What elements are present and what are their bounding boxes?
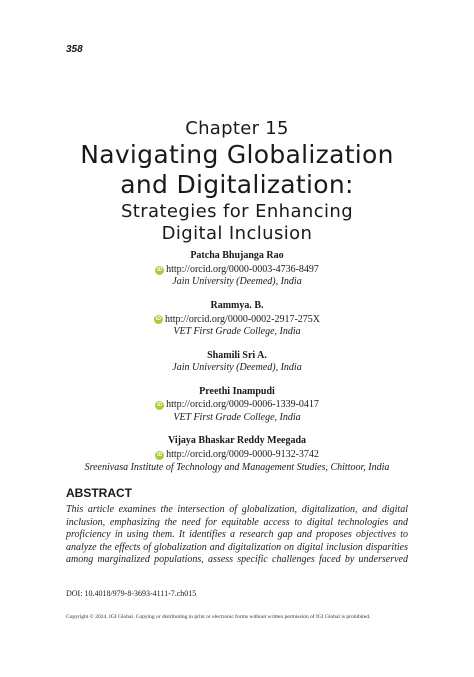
abstract-body (66, 504, 408, 567)
author-5 (0, 435, 474, 474)
author-name: Vijaya Bhaskar Reddy Meegada (167, 435, 307, 447)
author-name: Patcha Bhujanga Rao (190, 250, 284, 261)
author-1 (0, 250, 474, 289)
author-affiliation: VET First Grade College, India (173, 326, 301, 337)
orcid-icon: iD (157, 266, 163, 273)
abstract-line: This article examines the intersection of globalization, digitalization, and digital (66, 504, 408, 515)
chapter-title-line1: Navigating Globalization (80, 140, 394, 169)
orcid-link[interactable]: http://orcid.org/0009-0000-9132-3742 (166, 449, 319, 460)
author-4 (0, 386, 474, 425)
abstract-line: among marginalized populations, assess specific challenges faced by underserved (66, 554, 408, 565)
orcid-link[interactable]: http://orcid.org/0000-0003-4736-8497 (166, 263, 319, 275)
author-2 (0, 300, 474, 339)
orcid-line (155, 399, 319, 412)
author-name: Rammya. B. (210, 299, 264, 311)
author-affiliation: Jain University (Deemed), India (172, 276, 302, 288)
orcid-icon: iD (157, 451, 163, 458)
author-name: Shamili Sri A. (207, 349, 267, 361)
orcid-link[interactable]: http://orcid.org/0000-0002-2917-275X (164, 313, 321, 325)
author-affiliation: Jain University (Deemed), India (172, 362, 302, 373)
chapter-subtitle-line1: Strategies for Enhancing (120, 201, 354, 222)
orcid-icon: iD (157, 402, 163, 408)
orcid-icon: iD (155, 316, 161, 323)
author-affiliation: Sreenivasa Institute of Technology and Management Studies, Chittoor, India (84, 461, 390, 473)
author-name: Preethi Inampudi (199, 385, 275, 397)
chapter-subtitle-line2: Digital Inclusion (161, 223, 313, 244)
orcid-link[interactable]: http://orcid.org/0009-0006-1339-0417 (166, 399, 319, 411)
chapter-heading (0, 118, 474, 244)
abstract-line: analyze the effects of globalization and digitalization on digital inclusion disparities (66, 541, 408, 553)
orcid-line (155, 264, 319, 277)
chapter-label: Chapter 15 (185, 118, 289, 139)
abstract-heading: ABSTRACT (66, 486, 132, 500)
abstract-line: inclusion, emphasizing the need for equitable access to digital technologies and (66, 516, 408, 528)
abstract-line: proficiency in using them. It identifies a research gap and proposes objectives to (66, 529, 408, 540)
doi: DOI: 10.4018/979-8-3693-4111-7.ch015 (66, 589, 197, 598)
page-number: 358 (66, 44, 83, 55)
copyright-notice: Copyright © 2024, IGI Global. Copying or distributing in print or electronic forms without written permission of IGI Global is prohibited. (66, 614, 371, 620)
orcid-line (155, 449, 319, 462)
chapter-title-line2: and Digitalization: (120, 170, 354, 199)
author-affiliation: VET First Grade College, India (173, 411, 301, 423)
author-list (0, 250, 474, 485)
orcid-line (154, 314, 320, 327)
author-3 (0, 350, 474, 375)
